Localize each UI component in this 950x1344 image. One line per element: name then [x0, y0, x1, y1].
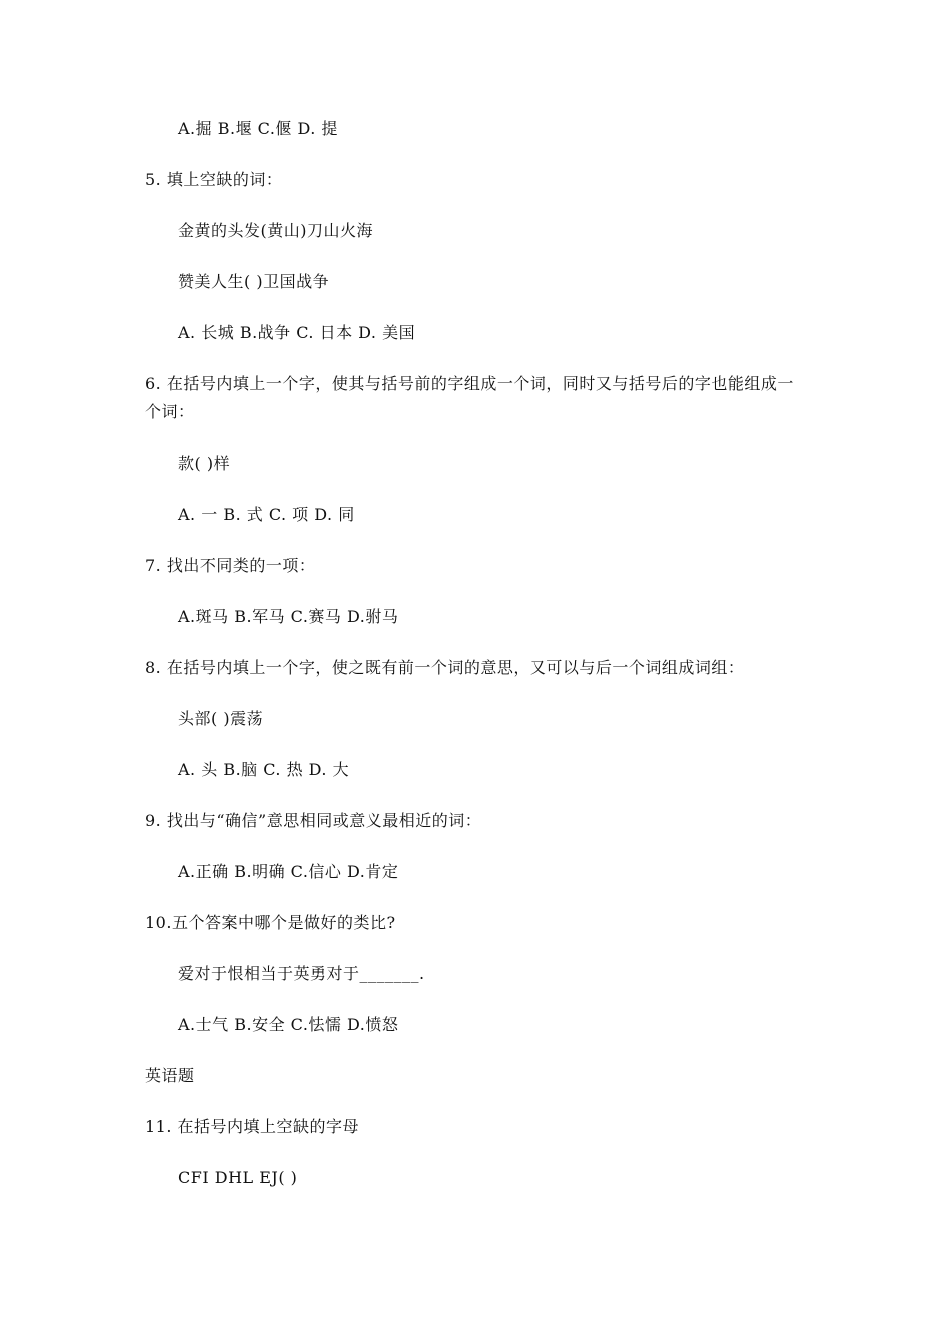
q11-question: CFI DHL EJ( ): [178, 1168, 298, 1187]
section-heading-english: 英语题: [145, 1066, 195, 1085]
q5-question: 赞美人生( )卫国战争: [178, 272, 330, 291]
q6-options: A. 一 B. 式 C. 项 D. 同: [178, 505, 355, 524]
q4-options: A.掘 B.堰 C.偃 D. 提: [178, 119, 338, 138]
q8-question: 头部( )震荡: [178, 709, 264, 728]
q6-prompt: 6. 在括号内填上一个字，使其与括号前的字组成一个词，同时又与括号后的字也能组成一个词：: [145, 374, 794, 421]
q5-options: A. 长城 B.战争 C. 日本 D. 美国: [178, 323, 416, 342]
q6-question: 款( )样: [178, 454, 231, 473]
q8-prompt: 8. 在括号内填上一个字，使之既有前一个词的意思，又可以与后一个词组成词组：: [145, 658, 745, 677]
q5-example: 金黄的头发(黄山)刀山火海: [178, 221, 373, 240]
q9-options: A.正确 B.明确 C.信心 D.肯定: [178, 862, 399, 881]
q11-prompt: 11. 在括号内填上空缺的字母: [145, 1117, 360, 1136]
q10-question: 爱对于恨相当于英勇对于_______.: [178, 964, 425, 983]
q10-options: A.士气 B.安全 C.怯懦 D.愤怒: [178, 1015, 399, 1034]
q10-prompt: 10.五个答案中哪个是做好的类比?: [145, 913, 396, 932]
q7-prompt: 7. 找出不同类的一项：: [145, 556, 316, 575]
q7-options: A.斑马 B.军马 C.赛马 D.驸马: [178, 607, 399, 626]
q9-prompt: 9. 找出与“确信”意思相同或意义最相近的词：: [145, 811, 482, 830]
q8-options: A. 头 B.脑 C. 热 D. 大: [178, 760, 350, 779]
q5-prompt: 5. 填上空缺的词：: [145, 170, 283, 189]
